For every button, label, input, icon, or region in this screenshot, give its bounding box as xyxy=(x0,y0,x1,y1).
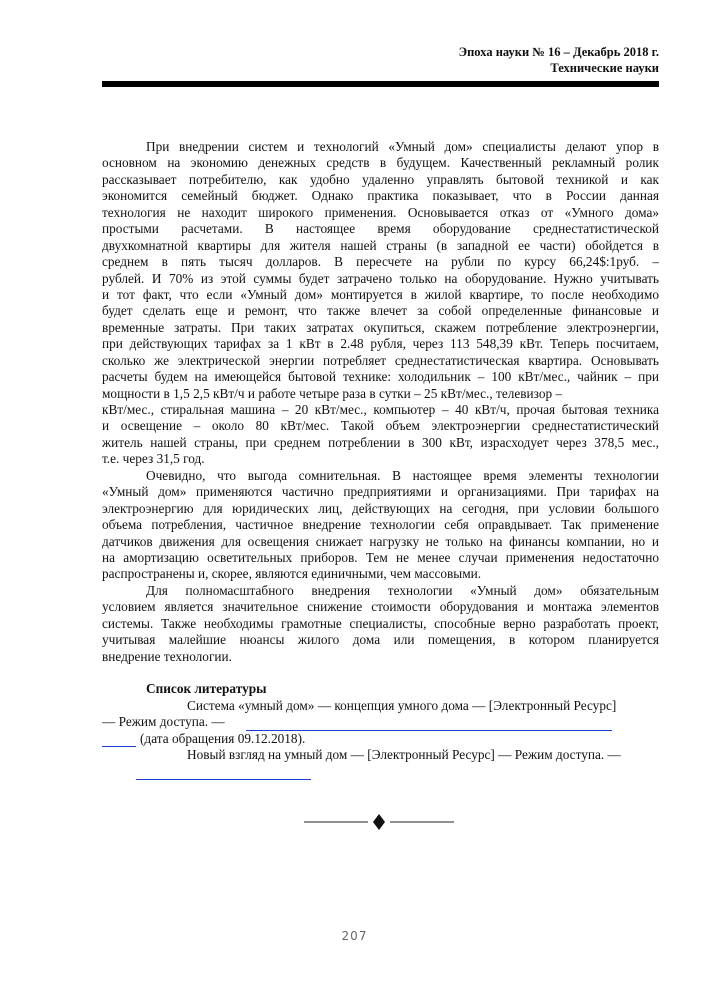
body-line: и освещение – около 80 кВт/мес. Такой объем электроэнергии среднестатистический xyxy=(102,418,659,434)
body-line: экономится семейный бюджет. Однако практика показывает, что в России данная xyxy=(102,188,659,204)
body-line: простыми расчетами. В настоящее время оборудование среднестатистической xyxy=(102,221,659,237)
reference-1-access xyxy=(102,714,659,730)
reference-2-link-line xyxy=(102,764,659,780)
body-line: рассказывает потребителю, как удобно удаленно управлять бытовой техникой и как xyxy=(102,171,659,187)
section-end-ornament xyxy=(304,812,454,832)
reference-1-date: (дата обращения 09.12.2018). xyxy=(140,730,306,746)
body-line: среднем в пять тысяч долларов. В пересчете на рубли по курсу 66,24$:1руб. – xyxy=(102,254,659,270)
body-line: объема потребления, частичное внедрение технологии себя оправдывает. Так применение xyxy=(102,517,659,533)
body-line: распространены и, скорее, являются единичными, чем массовыми. xyxy=(102,566,482,582)
body-line: внедрение технологии. xyxy=(102,648,232,664)
body-line: системы. Также необходимы грамотные специалисты, способные верно разработать проект, xyxy=(102,615,659,631)
reference-1-access-text: — Режим доступа. — xyxy=(102,714,225,730)
body-line: расчеты будем на имеющейся бытовой технике: холодильник – 100 кВт/мес., чайник – при xyxy=(102,369,659,385)
body-line: основном на экономию денежных средств в будущем. Качественный рекламный ролик xyxy=(102,155,659,171)
body-line: Очевидно, что выгода сомнительная. В настоящее время элементы технологии xyxy=(146,467,659,483)
body-line: технология не находит широкого применения. Основывается отказ от «Умного дома» xyxy=(102,204,659,220)
body-line: датчиков движения для освещения снижает нагрузку не только на финансы компании, но и xyxy=(102,533,659,549)
body-line: Для полномасштабного внедрения технологии «Умный дом» обязательным xyxy=(146,582,659,598)
reference-1-title: Система «умный дом» — концепция умного дома — [Электронный Ресурс] xyxy=(187,698,617,713)
body-line: и тот факт, что если «Умный дом» монтируется в жилой квартире, то после необходимо xyxy=(102,286,659,302)
body-line: при действующих тарифах за 1 кВт в 2.48 рубля, через 113 548,39 кВт. Теперь посчитаем, xyxy=(102,336,659,352)
body-line: мощности в 1,5 2,5 кВт/ч и работе четыре раза в сутки – 25 кВт/мес., телевизор – xyxy=(102,385,563,401)
body-line: условием является значительное снижение стоимости оборудования и монтажа элементов xyxy=(102,599,659,615)
body-line: электроэнергию для юридических лиц, действующих на сегодня, при условии большого xyxy=(102,500,659,516)
body-line: житель нашей страны, при среднем потреблении в 300 кВт, израсходует через 378,5 мес., xyxy=(102,434,659,450)
body-line: двухкомнатной квартиры для жителя нашей страны (в западной ее части) обойдется в xyxy=(102,237,659,253)
reference-2-title: Новый взгляд на умный дом — [Электронный Ресурс] — Режим доступа. — xyxy=(187,747,621,763)
page-number: 207 xyxy=(341,929,368,943)
running-header xyxy=(459,44,659,76)
body-line: рублей. И 70% из этой суммы будет затрачено только на оборудование. Нужно учитывать xyxy=(102,270,659,286)
body-line: будет сделать еще и ремонт, что также влечет за собой определенные финансовые и xyxy=(102,303,659,319)
section-title: Технические науки xyxy=(550,61,659,75)
body-line: т.е. через 31,5 год. xyxy=(102,451,205,467)
body-line: на амортизацию осветительных приборов. Тем не менее случаи применения недостаточно xyxy=(102,549,659,565)
reference-1-date-line xyxy=(102,731,659,747)
references-heading: Список литературы xyxy=(146,681,267,696)
diamond-icon xyxy=(373,814,385,830)
body-line: кВт/мес., стиральная машина – 20 кВт/мес., компьютер – 40 кВт/ч, прочая бытовая техника xyxy=(102,402,659,417)
reference-1-link-cont[interactable] xyxy=(102,744,136,747)
article-body xyxy=(102,139,659,780)
journal-title: Эпоха науки № 16 – Декабрь 2018 г. xyxy=(458,45,659,59)
body-line: При внедрении систем и технологий «Умный дом» специалисты делают упор в xyxy=(146,139,659,154)
body-line: «Умный дом» применяются частично предприятиями и организациями. При тарифах на xyxy=(102,484,659,500)
body-line: учитывая малейшие нюансы жилого дома или помещения, в котором планируется xyxy=(102,632,659,648)
reference-2-link[interactable] xyxy=(136,777,311,780)
body-line: сколько же электрической энергии потребляет среднестатистическая квартира. Основывать xyxy=(102,352,659,368)
body-line: временные затраты. При таких затратах окупиться, скажем потребление электроэнергии, xyxy=(102,319,659,335)
header-rule xyxy=(102,81,659,87)
